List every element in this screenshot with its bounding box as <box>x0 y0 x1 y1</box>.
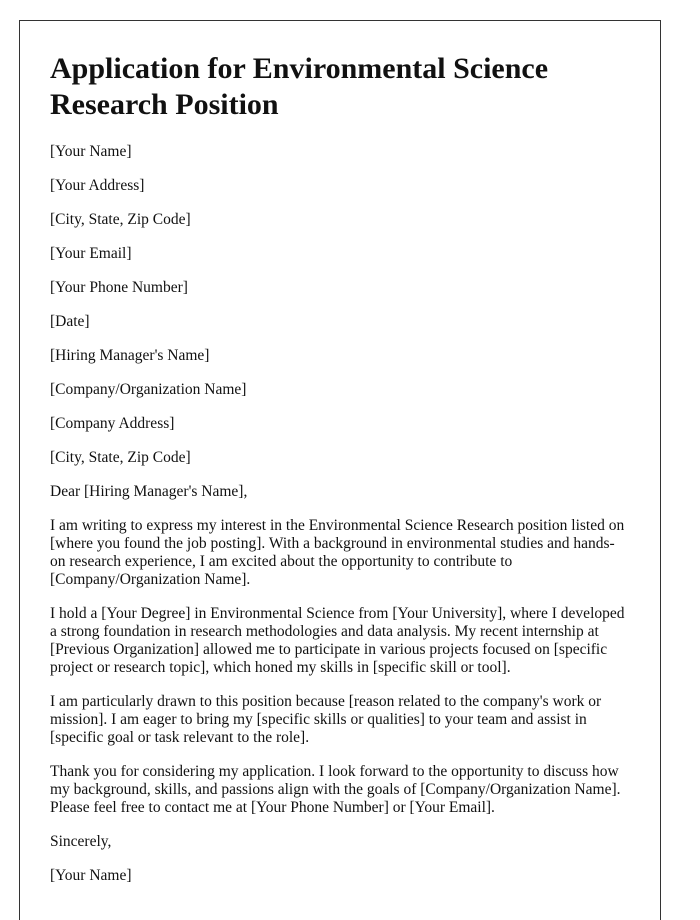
salutation: Dear [Hiring Manager's Name], <box>50 483 248 500</box>
sender-email: [Your Email] <box>50 245 132 262</box>
sender-name: [Your Name] <box>50 143 132 160</box>
sender-phone: [Your Phone Number] <box>50 279 188 296</box>
letter-title: Application for Environmental Science Research Position <box>50 52 549 121</box>
body-paragraph-closing: Thank you for considering my application. I look forward to the opportunity to discuss how my background, skills, and passions align with the goals of [Company/Organization Name]. Please feel free to contact me at [Your Phone Number] or [Your Email]. <box>50 763 621 816</box>
recipient-address: [Company Address] <box>50 415 175 432</box>
signature: [Your Name] <box>50 867 132 884</box>
sender-city-state-zip: [City, State, Zip Code] <box>50 211 191 228</box>
letter-page <box>19 20 661 920</box>
body-paragraph-education: I hold a [Your Degree] in Environmental Science from [Your University], where I developed a strong foundation in research methodologies and data analysis. My recent internship at [Previous Organization] allowed me to participate in various projects focused on [specific project or research topic], which honed my skills in [specific skill or tool]. <box>50 605 625 676</box>
body-paragraph-intro: I am writing to express my interest in the Environmental Science Research position listed on [where you found the job posting]. With a background in environmental studies and hands-on research experience, I am excited about the opportunity to contribute to [Company/Organization Name]. <box>50 517 625 588</box>
sender-address: [Your Address] <box>50 177 145 194</box>
recipient-city-state-zip: [City, State, Zip Code] <box>50 449 191 466</box>
recipient-organization: [Company/Organization Name] <box>50 381 247 398</box>
letter-date: [Date] <box>50 313 90 330</box>
closing: Sincerely, <box>50 833 112 850</box>
body-paragraph-motivation: I am particularly drawn to this position because [reason related to the company's work or mission]. I am eager to bring my [specific skills or qualities] to your team and assist in [specific goal or task relevant to the role]. <box>50 693 602 746</box>
recipient-name: [Hiring Manager's Name] <box>50 347 210 364</box>
